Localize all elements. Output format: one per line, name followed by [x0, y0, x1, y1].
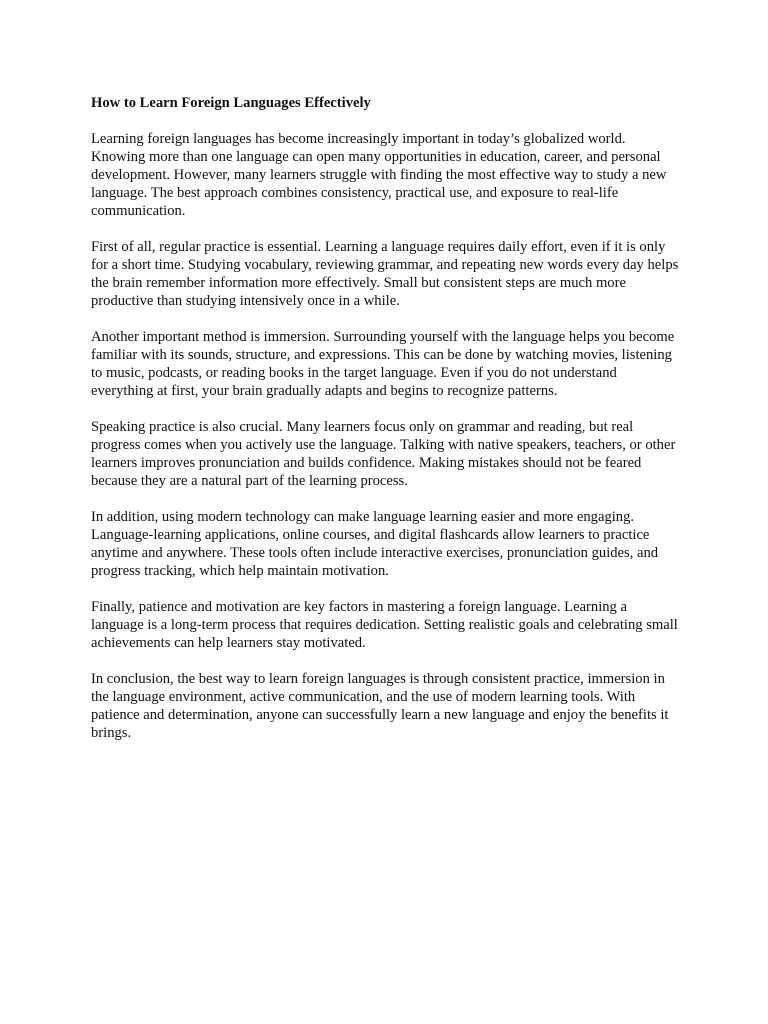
document-title: How to Learn Foreign Languages Effectively [91, 95, 371, 111]
document-body [91, 94, 681, 760]
paragraph-speaking-practice: Speaking practice is also crucial. Many learners focus only on grammar and reading, but real progress comes when you actively use the language. Talking with native speakers, teachers, or other learners improves pronunciation and builds confidence. Making mistakes should not be feared because they are a natural part of the learning process. [91, 419, 676, 489]
paragraph-technology: In addition, using modern technology can make language learning easier and more engaging. Language-learning applications, online courses, and digital flashcards allow learners to practice anytime and anywhere. These tools often include interactive exercises, pronunciation guides, and progress tracking, which help maintain motivation. [91, 509, 659, 579]
paragraph-intro: Learning foreign languages has become increasingly important in today’s globalized world. Knowing more than one language can open many opportunities in education, career, and personal development. However, many learners struggle with finding the most effective way to study a new language. The best approach combines consistency, practical use, and exposure to real-life communication. [91, 131, 667, 219]
paragraph-regular-practice: First of all, regular practice is essential. Learning a language requires daily effort, even if it is only for a short time. Studying vocabulary, reviewing grammar, and repeating new words every day helps the brain remember information more effectively. Small but consistent steps are much more productive than studying intensively once in a while. [91, 239, 679, 309]
paragraph-patience: Finally, patience and motivation are key factors in mastering a foreign language. Learning a language is a long-term process that requires dedication. Setting realistic goals and celebrating small achievements can help learners stay motivated. [91, 599, 678, 651]
paragraph-immersion: Another important method is immersion. Surrounding yourself with the language helps you become familiar with its sounds, structure, and expressions. This can be done by watching movies, listening to music, podcasts, or reading books in the target language. Even if you do not understand everything at first, your brain gradually adapts and begins to recognize patterns. [91, 329, 675, 399]
paragraph-conclusion: In conclusion, the best way to learn foreign languages is through consistent practice, immersion in the language environment, active communication, and the use of modern learning tools. With patience and determination, anyone can successfully learn a new language and enjoy the benefits it brings. [91, 671, 669, 741]
